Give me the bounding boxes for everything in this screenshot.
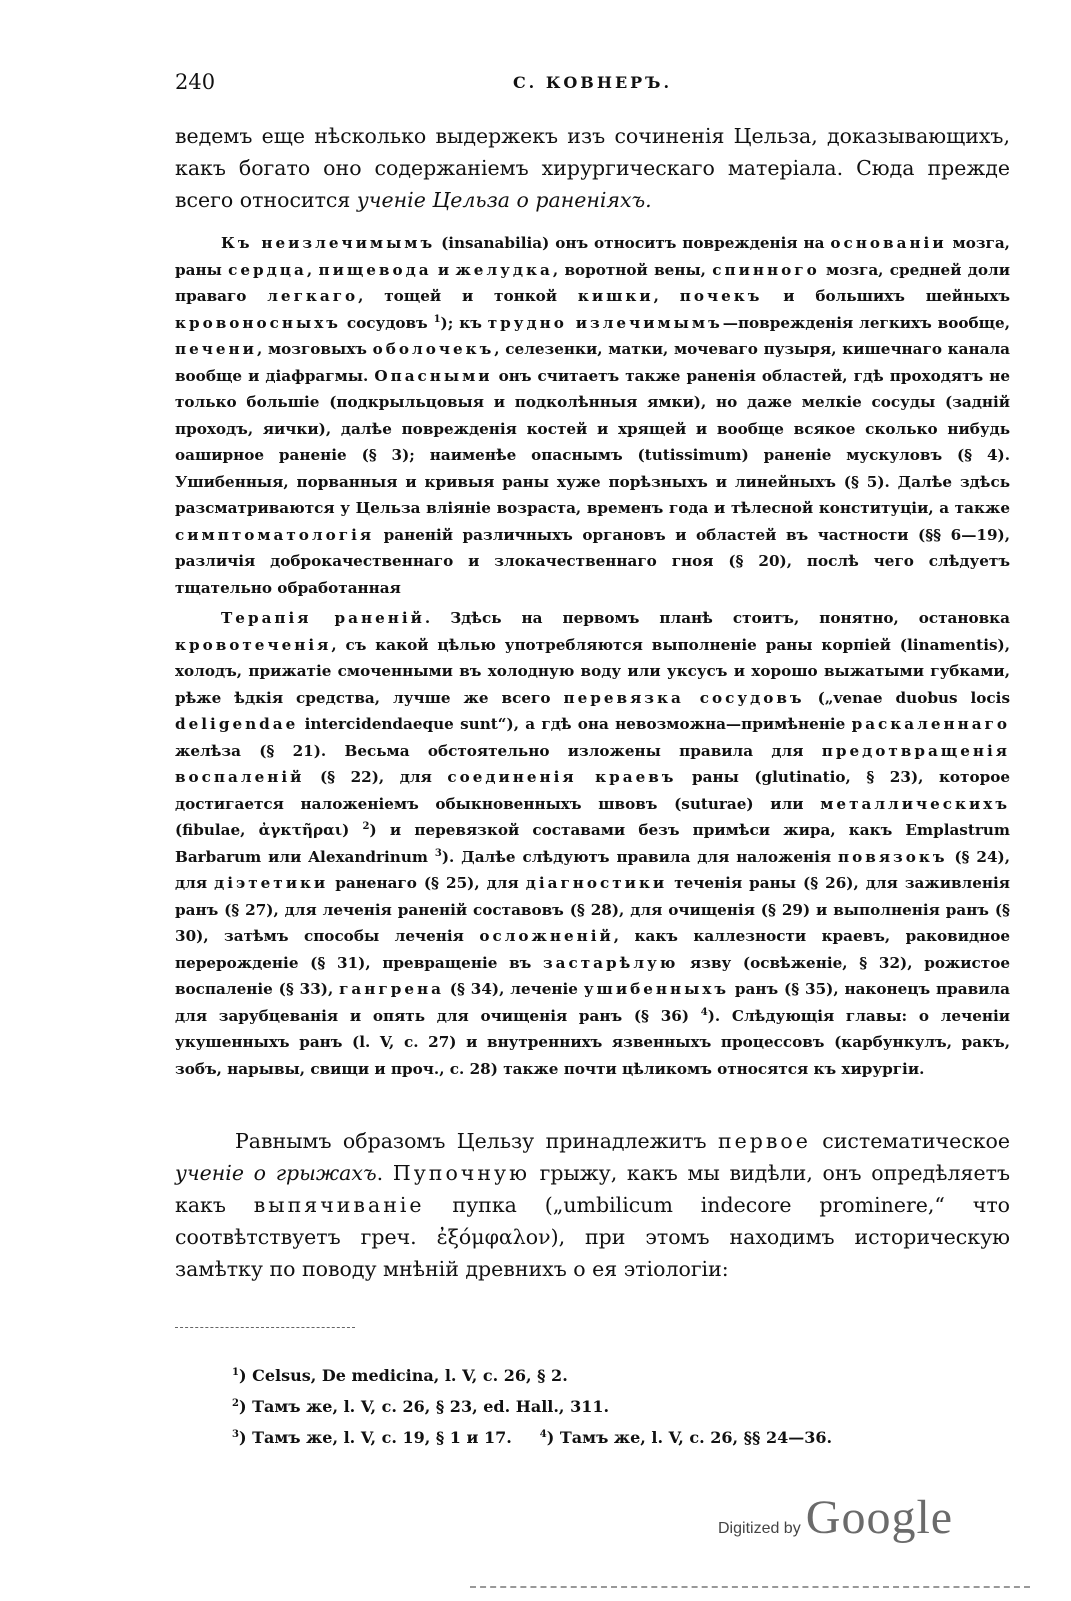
paragraph-wound-therapy: Терапія раненій. Здѣсь на первомъ планѣ стоитъ, понятно, остановка кровотеченія, съ какой цѣлью употребляются выполненіе раны корпіей (linamentis), холодъ, прижатіе смоченными въ холодную воду или уксусъ и хорошо выжатыми губками, рѣже ѣдкія средства, лучше же всего перевязка сосудовъ („venae duobus locis deligendae intercidendaeque sunt“), а гдѣ она невозможна—примѣненіе раскаленнаго желѣза (§ 21). Весьма обстоятельно изложены правила для предотвращенія воспаленій (§ 22), для соединенія краевъ раны (glutinatio, § 23), которое достигается наложеніемъ обыкновенныхъ швовъ (suturae) или металлическихъ (fibulae, ἀγκτῆραι) $^2$) и перевязкой составами безъ примѣси жира, какъ Emplastrum Barbarum или Alexandrinum $^3$). Далѣе слѣдуютъ правила для наложенія повязокъ (§ 24), для діэтетики раненаго (§ 25), для діагностики теченія раны (§ 26), для заживленія ранъ (§ 27), для леченія раненій составовъ (§ 28), для очищенія (§ 29) и выполненія ранъ (§ 30), затѣмъ способы леченія осложненій, какъ каллезности краевъ, раковидное перерожденіе (§ 31), превращеніе въ застарѣлую язву (освѣженіе, § 32), рожистое воспаленіе (§ 33), гангрена (§ 34), леченіе ушибенныхъ ранъ (§ 35), наконецъ правила для зарубцеванія и опять для очищенія ранъ (§ 36) $^4$). Слѣдующія главы: о леченіи укушенныхъ ранъ (l. V, c. 27) и внутреннихъ язвенныхъ процессовъ (карбункулъ, ракъ, зобъ, нарывы, свищи и проч., c. 28) также почти цѣликомъ относятся къ хирургіи.	[175, 609, 1011, 1078]
footnote-ref-4: 4	[700, 1006, 708, 1018]
italic-phrase: ученіе о грыжахъ	[175, 1161, 377, 1185]
google-logo: Google	[805, 1491, 954, 1544]
footnote-3-4: $^3$) Тамъ же, l. V, c. 19, § 1 и 17. $^4$) Тамъ же, l. V, c. 26, §§ 24—36.	[232, 1428, 833, 1447]
paragraph-wounds-classification: Къ неизлечимымъ (insanabilia) онъ относитъ поврежденія на основаніи мозга, раны сердца, пищевода и желудка, воротной вены, спинного мозга, средней доли праваго легкаго, тощей и тонкой кишки, почекъ и большихъ шейныхъ кровоносныхъ сосудовъ $^1$); къ трудно излечимымъ—поврежденія легкихъ вообще, печени, мозговыхъ оболочекъ, селезенки, матки, мочеваго пузыря, кишечнаго канала вообще и діафрагмы. Опасными онъ считаетъ также раненія областей, гдѣ проходятъ не только большіе (подкрыльцовыя и подколѣнныя ямки), но даже мелкіе сосуды (задній проходъ, яички), далѣе поврежденія костей и хрящей и вообще всякое сколько нибудь оаширное раненіе (§ 3); наименѣе опаснымъ (tutissimum) раненіе мускуловъ (§ 4). Ушибенныя, порванныя и кривыя раны хуже порѣзныхъ и линейныхъ (§ 5). Далѣе здѣсь разсматриваются у Цельза вліяніе возраста, временъ года и тѣлесной конституціи, а также симптоматологія раненій различныхъ органовъ и областей въ частности (§§ 6—19), различія доброкачественнаго и злокачественнаго гноя (§ 20), послѣ чего слѣдуетъ тщательно обработанная	[175, 234, 1011, 597]
digitized-by-google-watermark	[718, 1490, 953, 1545]
footnotes	[232, 1360, 992, 1453]
paragraph-hernia: Равнымъ образомъ Цельзу принадлежитъ первое систематическое ученіе о грыжахъ. Пупочную грыжу, какъ мы видѣли, онъ опредѣляетъ какъ выпячиваніе пупка („umbilicum indecore prominere,“ что соотвѣтствуетъ греч. ἐξόμφαλον), при этомъ находимъ историческую замѣтку по поводу мнѣній древнихъ о ея этіологіи:	[175, 1129, 1011, 1281]
footnote-ref-3: 3	[434, 847, 442, 859]
intro-paragraph: ведемъ еще нѣсколько выдержекъ изъ сочиненія Цельза, доказывающихъ, какъ богато оно содержаніемъ хирургическаго матеріала. Сюда прежде всего относится ученіе Цельза о раненіяхъ.	[175, 124, 1010, 212]
page-number: 240	[175, 70, 216, 94]
footnote-1: $^1$) Celsus, De medicina, l. V, c. 26, § 2.	[232, 1366, 568, 1385]
watermark-prefix: Digitized by	[718, 1520, 801, 1537]
footnote-ref-1: 1	[433, 313, 441, 325]
page-header	[175, 70, 1010, 100]
footnote-separator	[175, 1327, 355, 1328]
running-head: С. КОВНЕРЪ.	[512, 73, 673, 92]
scan-edge-artifact	[470, 1586, 1030, 1588]
italic-phrase: ученіе Цельза о раненіяхъ.	[356, 188, 652, 212]
footnote-ref-2: 2	[362, 821, 370, 832]
footnote-2: $^2$) Тамъ же, l. V, c. 26, § 23, ed. Hall., 311.	[232, 1397, 610, 1416]
